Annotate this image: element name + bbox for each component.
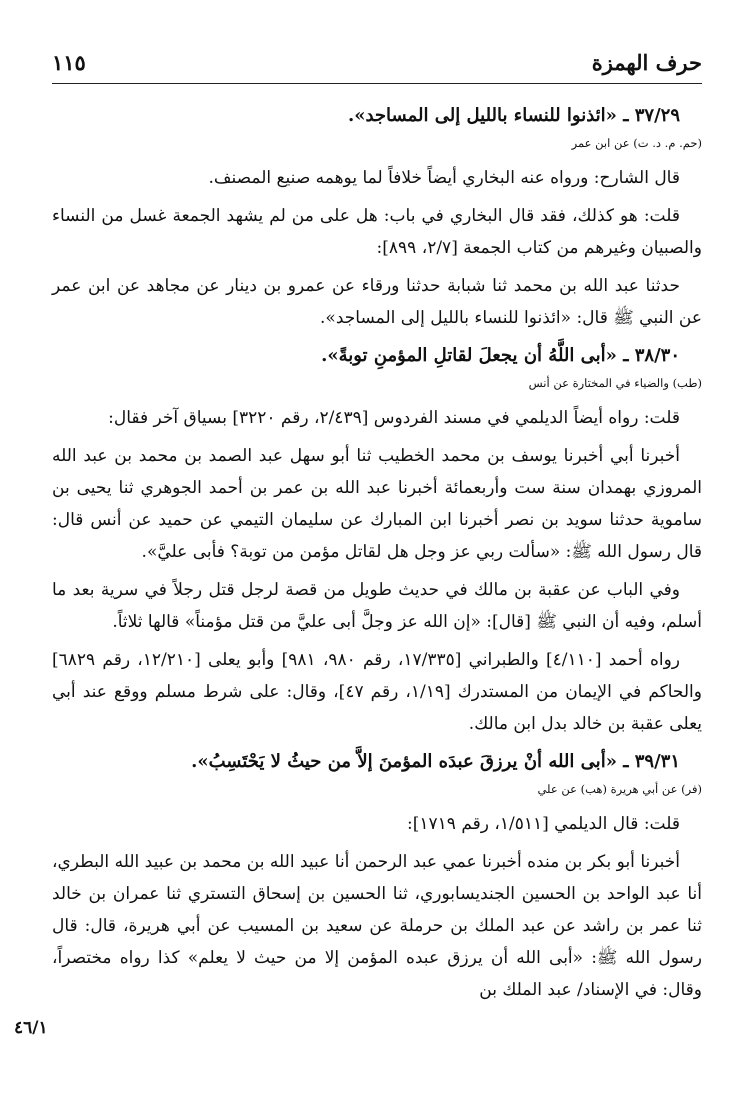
commentary-paragraph: أخبرنا أبي أخبرنا يوسف بن محمد الخطيب ثنا أبو سهل عبد الصمد بن محمد بن عبد الله المروزي بهمدان سنة ست وأربعمائة أخبرنا عبد الله بن عمر بن أحمد الجوهري ثنا يحيى بن ساموية حدثنا سويد بن نصر أخبرنا ابن المبارك عن سليمان التيمي عن حميد عن أنس قال: قال رسول الله ﷺ: «سألت ربي عز وجل هل لقاتل مؤمن من توبة؟ فأبى عليَّ». [52,446,702,562]
page-header [52,44,702,84]
page-body [52,96,702,1012]
commentary-paragraph: رواه أحمد [٤/١١٠] والطبراني [١٧/٣٣٥، رقم ٩٨٠، ٩٨١] وأبو يعلى [١٢/٢١٠، رقم ٦٨٢٩] والحاكم في الإيمان من المستدرك [١/١٩، رقم ٤٧]، وقال: على شرط مسلم ووقع عند أبي يعلى عقبة بن خالد بدل ابن مالك. [52,650,702,734]
hadith-heading: ٣٨/٣٠ ـ «أبى اللَّهُ أن يجعلَ لقاتلِ المؤمنِ توبةً». [321,345,680,366]
commentary-paragraph: حدثنا عبد الله بن محمد ثنا شبابة حدثنا ورقاء عن عمرو بن دينار عن مجاهد عن ابن عمر عن النبي ﷺ قال: «ائذنوا للنساء بالليل إلى المساجد». [52,276,702,328]
hadith-source: (حم. م. د. ت) عن ابن عمر [571,136,702,150]
commentary-paragraph: قلت: هو كذلك، فقد قال البخاري في باب: هل على من لم يشهد الجمعة غسل من النساء والصبيان وغيرهم من كتاب الجمعة [٢/٧، ٨٩٩]: [52,206,702,258]
chapter-title: حرف الهمزة [591,50,702,75]
page-number: ١١٥ [52,50,86,75]
commentary-paragraph: أخبرنا أبو بكر بن منده أخبرنا عمي عبد الرحمن أنا عبيد الله بن محمد بن عبيد الله البطري، أنا عبد الواحد بن الحسين الجنديسابوري، ثنا الحسين بن إسحاق التستري ثنا عمران بن خالد ثنا عمر بن راشد عن عبد الملك بن حرملة عن سعيد بن المسيب عن أبي هريرة، قال: قال رسول الله ﷺ: «أبى الله أن يرزق عبده المؤمن إلا من حيث لا يعلم» كذا رواه مختصراً، وقال: في الإسناد/ عبد الملك بن [52,852,702,1000]
commentary-paragraph: قال الشارح: ورواه عنه البخاري أيضاً خلافاً لما يوهمه صنيع المصنف. [208,168,680,188]
hadith-source: (فر) عن أبي هريرة (هب) عن علي [537,782,702,796]
commentary-paragraph: قلت: قال الديلمي [١/٥١١، رقم ١٧١٩]: [407,814,680,834]
margin-note: ٤٦/١ [14,1018,48,1038]
hadith-heading: ٣٩/٣١ ـ «أبى الله أنْ يرزقَ عبدَه المؤمنَ إلاَّ من حيثُ لا يَحْتَسِبُ». [191,751,680,772]
header-rule [52,83,702,84]
hadith-heading: ٣٧/٢٩ ـ «ائذنوا للنساء بالليل إلى المساجد». [347,105,680,126]
commentary-paragraph: قلت: رواه أيضاً الديلمي في مسند الفردوس [٢/٤٣٩، رقم ٣٢٢٠] بسياق آخر فقال: [108,408,680,428]
hadith-source: (طب) والضياء في المختارة عن أنس [528,376,702,390]
commentary-paragraph: وفي الباب عن عقبة بن مالك في حديث طويل من قصة لرجل قتل رجلاً في سرية بعد ما أسلم، وفيه أن النبي ﷺ [قال]: «إن الله عز وجلَّ أبى عليَّ من قتل مؤمناً» قالها ثلاثاً. [52,580,702,632]
